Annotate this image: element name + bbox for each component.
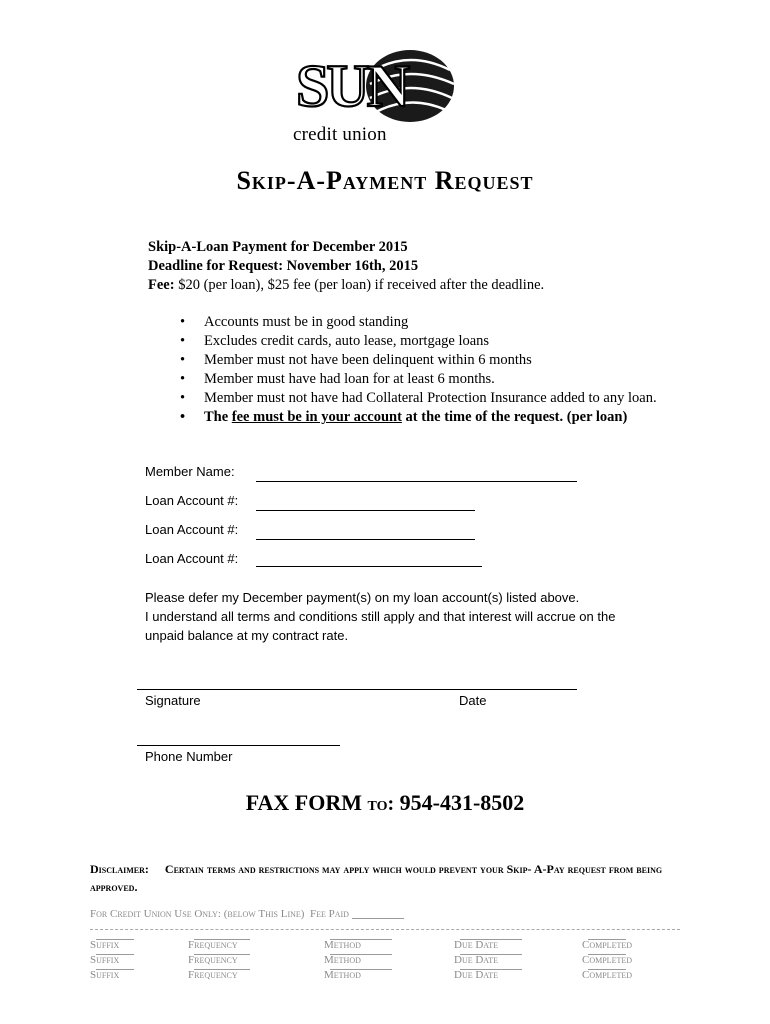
fax-number: 954-431-8502 <box>394 790 525 815</box>
disclaimer-label: Disclaimer: <box>90 862 149 876</box>
method-field[interactable] <box>330 969 392 970</box>
loan-account-2-field[interactable] <box>256 539 475 540</box>
office-use-divider <box>90 929 680 930</box>
intro-fee-line <box>148 276 544 295</box>
phone-number-field[interactable] <box>137 745 340 746</box>
svg-text:SUN: SUN <box>296 53 408 119</box>
due-date-field[interactable] <box>460 969 522 970</box>
frequency-field[interactable] <box>194 939 250 940</box>
bullet-icon: • <box>180 390 186 406</box>
fax-line: FAX FORM to: 954-431-8502 <box>245 790 525 815</box>
completed-field[interactable] <box>588 969 626 970</box>
fee-text: $20 (per loan), $25 fee (per loan) if received after the deadline. <box>174 277 545 293</box>
loan-account-2-label: Loan Account #: <box>145 522 239 537</box>
completed-field[interactable] <box>588 939 626 940</box>
phone-number-label: Phone Number <box>145 749 233 764</box>
method-field[interactable] <box>330 939 392 940</box>
bullet-icon: • <box>180 333 186 349</box>
date-label: Date <box>459 693 487 708</box>
due-date-field[interactable] <box>460 939 522 940</box>
member-name-label: Member Name: <box>145 464 235 479</box>
intro-block <box>148 238 544 295</box>
list-item: • Member must have had loan for at least 6 months. <box>180 371 495 387</box>
suffix-field[interactable] <box>96 954 134 955</box>
bullet-icon: • <box>180 352 186 368</box>
list-item: • Member must not have had Collateral Protection Insurance added to any loan. <box>180 390 657 406</box>
intro-line-2: Deadline for Request: November 16th, 2015 <box>148 258 419 274</box>
intro-line-1: Skip-A-Loan Payment for December 2015 <box>148 239 408 255</box>
disclaimer <box>90 860 710 896</box>
suffix-field[interactable] <box>96 939 134 940</box>
suffix-field[interactable] <box>96 969 134 970</box>
defer-statement: Please defer my December payment(s) on my loan account(s) listed above. I understand all terms and conditions still apply and that interest will accrue on the unpaid balance at my contract rate. <box>145 590 616 643</box>
bullet-icon: • <box>180 314 186 330</box>
signature-label: Signature <box>145 693 201 708</box>
frequency-field[interactable] <box>194 954 250 955</box>
requirements-list <box>178 313 657 427</box>
method-field[interactable] <box>330 954 392 955</box>
member-name-field[interactable] <box>256 481 577 482</box>
page-title: Skip-A-Payment Request <box>236 166 534 195</box>
list-item: • Member must not have been delinquent within 6 months <box>180 352 532 368</box>
logo-subtitle: credit union <box>293 124 387 145</box>
list-item-fee-notice: • The fee must be in your account at the time of the request. (per loan) <box>180 409 628 425</box>
bullet-icon: • <box>180 371 186 387</box>
loan-account-1-label: Loan Account #: <box>145 493 239 508</box>
frequency-field[interactable] <box>194 969 250 970</box>
loan-account-1-field[interactable] <box>256 510 475 511</box>
loan-account-3-label: Loan Account #: <box>145 551 239 566</box>
bullet-icon: • <box>180 409 186 425</box>
loan-account-3-field[interactable] <box>256 566 482 567</box>
completed-field[interactable] <box>588 954 626 955</box>
fee-label: Fee: <box>148 277 175 293</box>
due-date-field[interactable] <box>460 954 522 955</box>
list-item: • Accounts must be in good standing <box>180 314 409 330</box>
disclaimer-text: Certain terms and restrictions may apply which would prevent your Skip- A-Pay request from being approved. <box>90 862 663 894</box>
list-item: • Excludes credit cards, auto lease, mortgage loans <box>180 333 490 349</box>
signature-field[interactable] <box>137 689 577 690</box>
office-use-heading: For Credit Union Use Only: (below This Line) Fee Paid <box>90 908 404 920</box>
fee-paid-field[interactable] <box>352 918 404 919</box>
